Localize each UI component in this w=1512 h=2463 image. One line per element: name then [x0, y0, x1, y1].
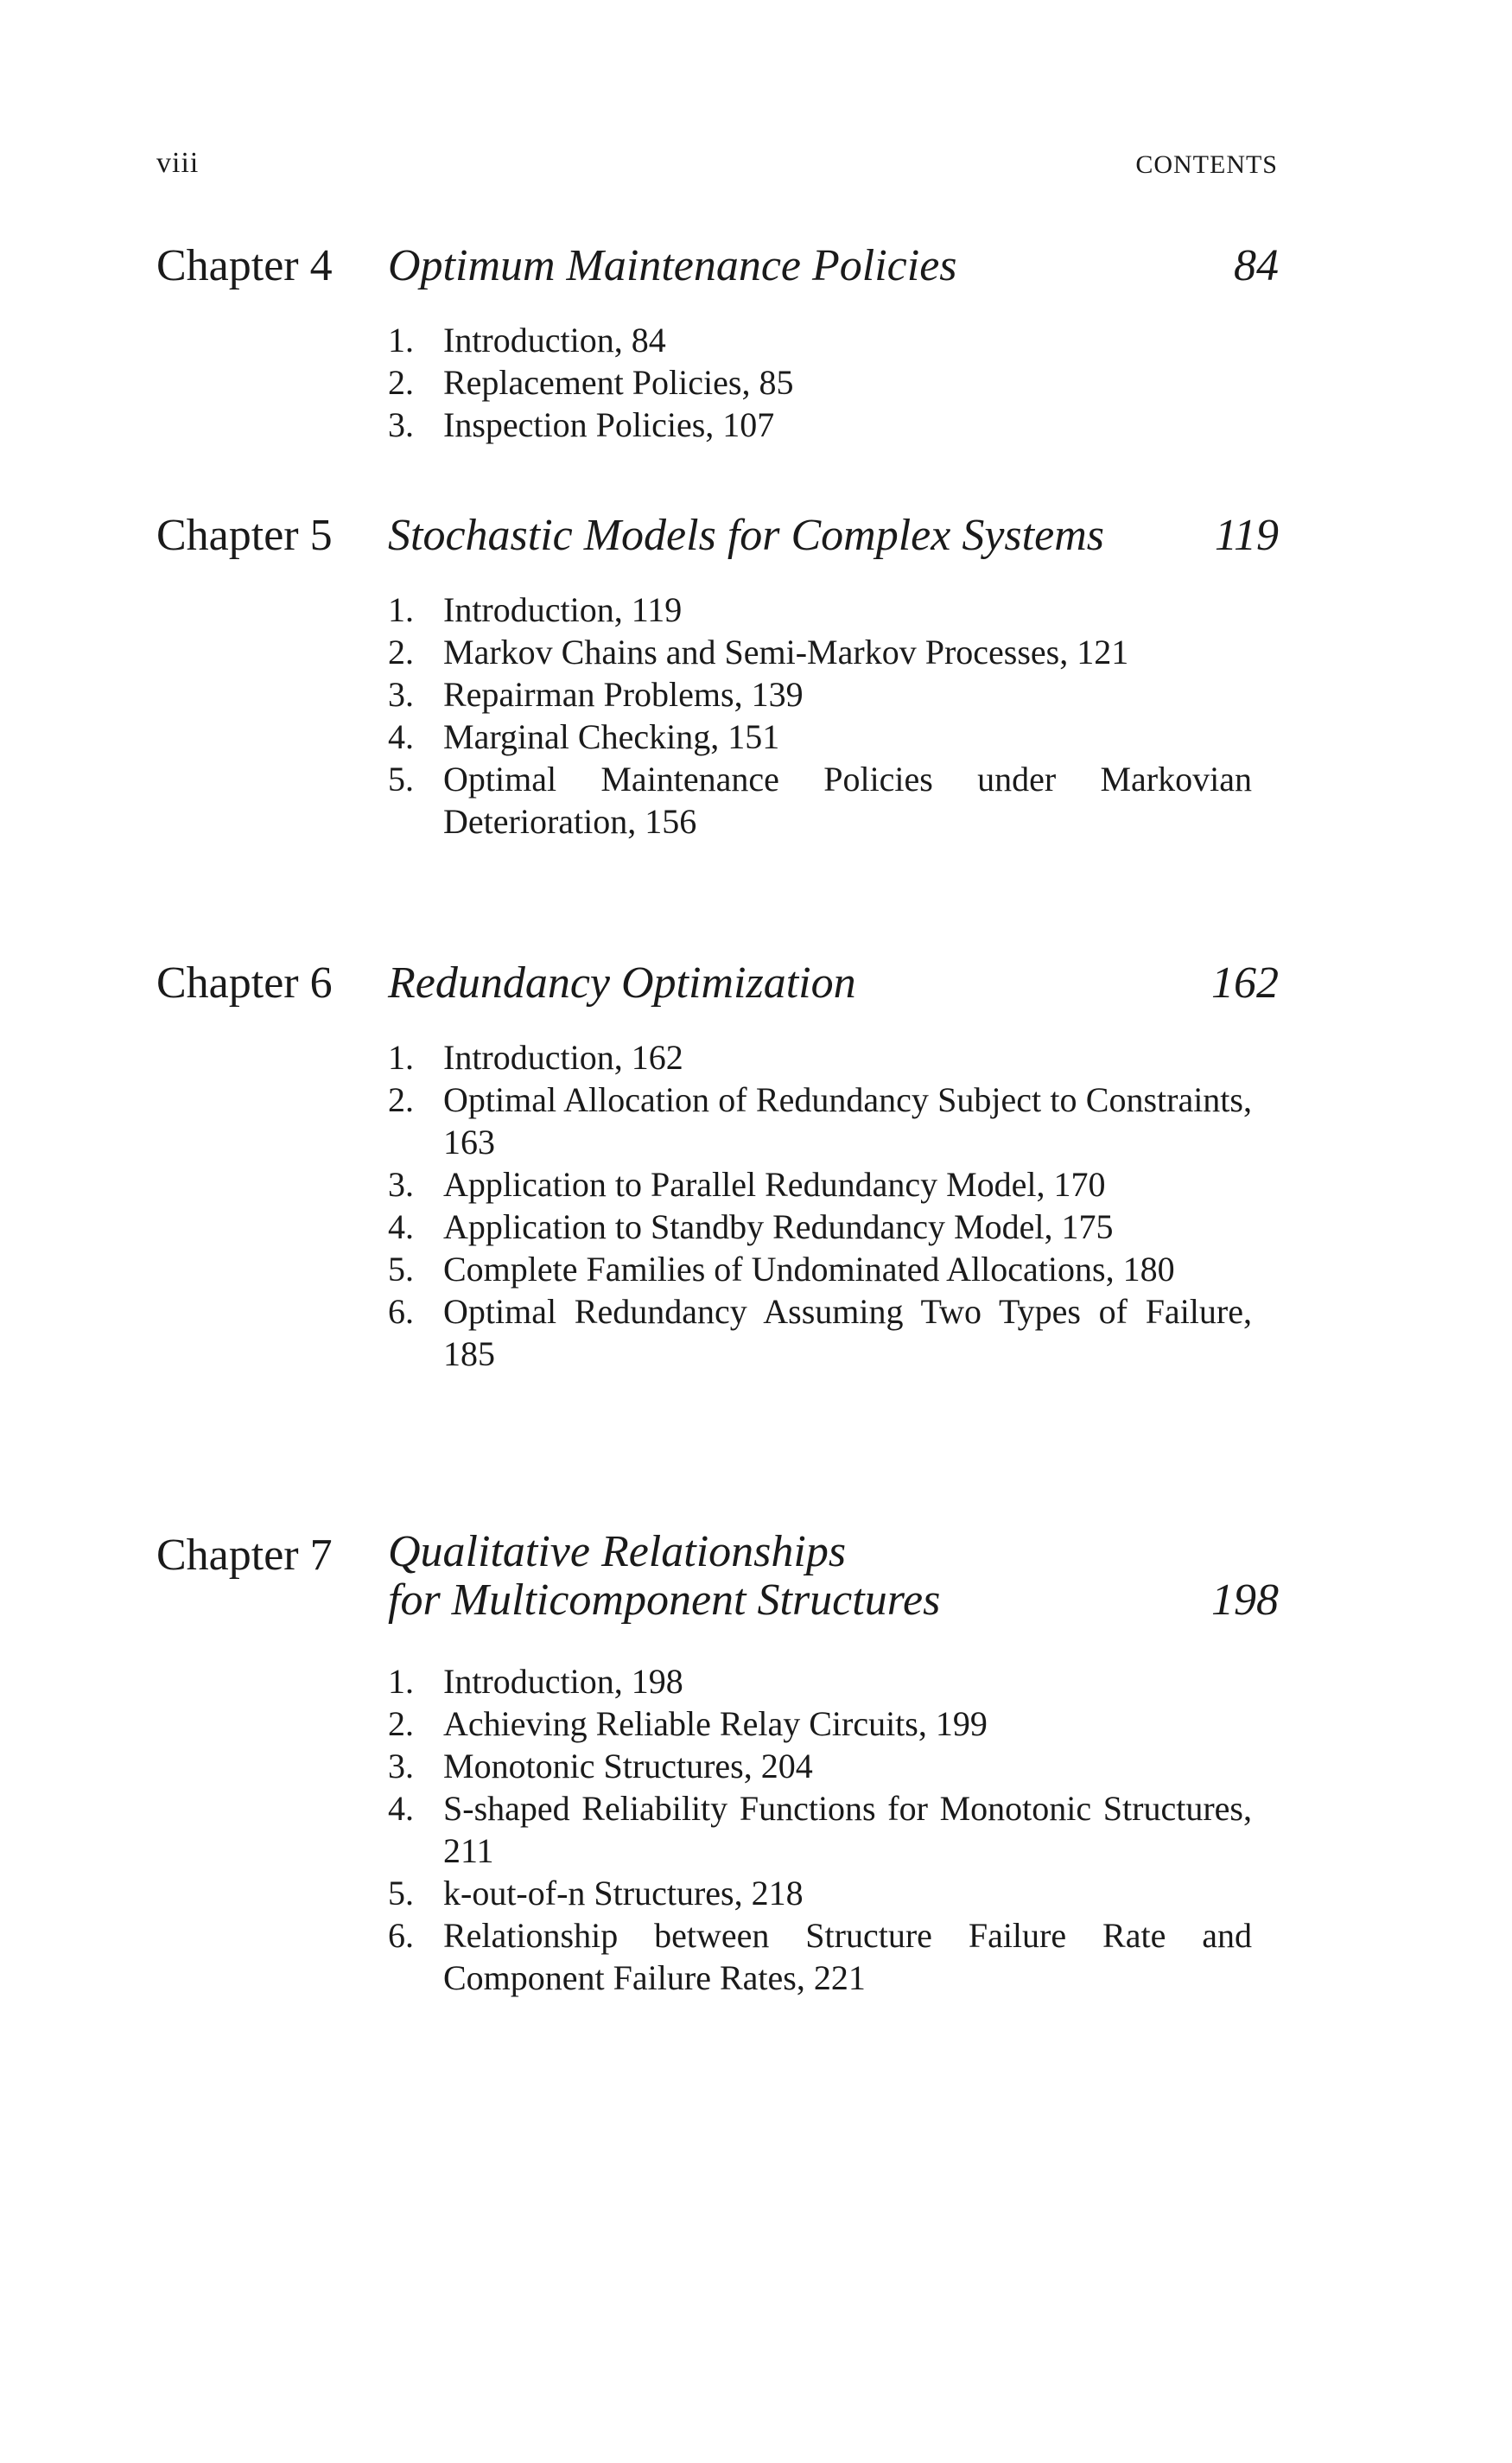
chapter-label: Chapter 4: [156, 241, 333, 290]
section-number: 1.: [388, 590, 414, 629]
running-title: CONTENTS: [1135, 150, 1278, 179]
section-item[interactable]: [388, 1290, 1252, 1375]
section-item[interactable]: [388, 1787, 1252, 1872]
chapter-title[interactable]: [388, 956, 1131, 1011]
section-number: 3.: [388, 405, 414, 444]
section-title: Application to Standby Redundancy Model, 175: [443, 1207, 1114, 1246]
section-title: Introduction, 162: [443, 1038, 683, 1077]
section-title: Optimal Redundancy Assuming Two Types of Failure, 185: [443, 1292, 1252, 1373]
chapter-title[interactable]: [388, 508, 1131, 563]
section-item[interactable]: [388, 1036, 1252, 1079]
section-title: Replacement Policies, 85: [443, 363, 794, 402]
chapter-page-number: 84: [1234, 241, 1279, 290]
section-item[interactable]: [388, 1745, 1252, 1787]
section-number: 2.: [388, 1080, 414, 1119]
section-item[interactable]: [388, 758, 1252, 843]
section-title: Markov Chains and Semi-Markov Processes, 121: [443, 633, 1129, 671]
section-list: [388, 319, 1360, 446]
chapter-label: Chapter 5: [156, 511, 333, 560]
section-number: 2.: [388, 1704, 414, 1743]
section-number: 2.: [388, 363, 414, 402]
chapter-page-number: 198: [1211, 1575, 1279, 1625]
section-number: 1.: [388, 321, 414, 360]
chapter-title[interactable]: [388, 239, 1131, 294]
chapter-page-number: 162: [1211, 958, 1279, 1008]
section-title: Complete Families of Undominated Allocations, 180: [443, 1250, 1175, 1289]
section-number: 4.: [388, 1207, 414, 1246]
chapter-heading: [156, 508, 1279, 563]
section-number: 6.: [388, 1916, 414, 1955]
section-item[interactable]: [388, 673, 1252, 716]
section-title: Optimal Maintenance Policies under Markovian Deterioration, 156: [443, 760, 1252, 841]
section-title: Optimal Allocation of Redundancy Subject to Constraints, 163: [443, 1080, 1252, 1161]
section-list: [388, 1036, 1360, 1375]
chapter-heading: [156, 239, 1279, 294]
chapter-heading: [156, 1528, 1279, 1635]
section-number: 3.: [388, 1747, 414, 1785]
section-item[interactable]: [388, 589, 1252, 631]
section-item[interactable]: [388, 361, 1252, 404]
chapter-4: [156, 239, 1279, 444]
section-number: 4.: [388, 717, 414, 756]
section-title: Monotonic Structures, 204: [443, 1747, 813, 1785]
section-number: 4.: [388, 1789, 414, 1828]
section-number: 1.: [388, 1038, 414, 1077]
section-item[interactable]: [388, 1163, 1252, 1206]
section-item[interactable]: [388, 1206, 1252, 1248]
section-title: Application to Parallel Redundancy Model, 170: [443, 1165, 1106, 1204]
section-item[interactable]: [388, 404, 1252, 446]
chapter-title-line: Stochastic Models for Complex Systems: [388, 511, 1104, 560]
chapter-6: [156, 956, 1279, 1373]
section-number: 5.: [388, 1250, 414, 1289]
chapter-title-line: Redundancy Optimization: [388, 958, 856, 1008]
section-item[interactable]: [388, 1660, 1252, 1702]
section-number: 5.: [388, 760, 414, 799]
section-title: Introduction, 198: [443, 1662, 683, 1701]
chapter-label: Chapter 6: [156, 958, 333, 1008]
section-item[interactable]: [388, 1079, 1252, 1163]
section-list: [388, 1660, 1360, 1999]
section-title: k-out-of-n Structures, 218: [443, 1874, 804, 1912]
page-number: viii: [156, 147, 200, 179]
section-title: Relationship between Structure Failure Rate and Component Failure Rates, 221: [443, 1916, 1252, 1997]
section-list: [388, 589, 1360, 843]
section-item[interactable]: [388, 631, 1252, 673]
section-title: Marginal Checking, 151: [443, 717, 780, 756]
section-item[interactable]: [388, 1914, 1252, 1999]
section-number: 6.: [388, 1292, 414, 1331]
section-item[interactable]: [388, 1248, 1252, 1290]
chapter-title-line: Qualitative Relationships: [388, 1527, 847, 1576]
chapter-title-line: Optimum Maintenance Policies: [388, 241, 957, 290]
section-item[interactable]: [388, 1872, 1252, 1914]
chapter-title[interactable]: [388, 1528, 1131, 1625]
section-item[interactable]: [388, 319, 1252, 361]
section-number: 1.: [388, 1662, 414, 1701]
section-title: Achieving Reliable Relay Circuits, 199: [443, 1704, 988, 1743]
section-number: 2.: [388, 633, 414, 671]
chapter-heading: [156, 956, 1279, 1011]
section-title: Inspection Policies, 107: [443, 405, 775, 444]
section-item[interactable]: [388, 1702, 1252, 1745]
chapter-7: [156, 1527, 1279, 1997]
section-number: 5.: [388, 1874, 414, 1912]
section-number: 3.: [388, 1165, 414, 1204]
chapter-label: Chapter 7: [156, 1531, 333, 1580]
section-title: Introduction, 119: [443, 590, 683, 629]
chapter-5: [156, 508, 1279, 841]
section-title: S-shaped Reliability Functions for Monotonic Structures, 211: [443, 1789, 1252, 1870]
section-title: Introduction, 84: [443, 321, 666, 360]
chapter-title-line: for Multicomponent Structures: [388, 1575, 941, 1625]
section-title: Repairman Problems, 139: [443, 675, 804, 714]
section-item[interactable]: [388, 716, 1252, 758]
section-number: 3.: [388, 675, 414, 714]
chapter-page-number: 119: [1214, 511, 1279, 560]
